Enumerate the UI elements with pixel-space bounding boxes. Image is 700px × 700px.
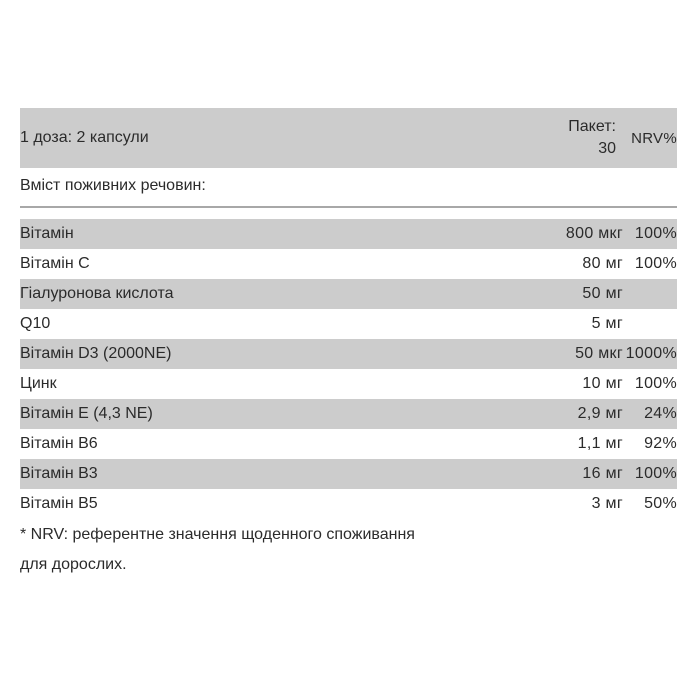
table-row [20, 279, 677, 309]
nutrient-name: Вітамін B5 [20, 495, 98, 512]
nutrient-nrv: 100% [634, 375, 677, 392]
nutrient-name: Гіалуронова кислота [20, 285, 174, 302]
pack-header [516, 116, 616, 160]
nutrient-nrv: 92% [644, 435, 677, 452]
nutrient-name: Вітамін B6 [20, 435, 98, 452]
nutrient-amount: 16 мг [582, 465, 623, 482]
table-row [20, 249, 677, 279]
dose-label: 1 доза: 2 капсули [20, 129, 149, 146]
nutrient-nrv: 24% [644, 405, 677, 422]
table-row [20, 369, 677, 399]
divider [20, 206, 677, 208]
nutrient-nrv: 100% [634, 255, 677, 272]
nutrient-amount: 5 мг [591, 315, 623, 332]
footnote-line: * NRV: референтне значення щоденного споживання [20, 526, 415, 543]
footnote-line: для дорослих. [20, 556, 127, 573]
table-row [20, 399, 677, 429]
table-row [20, 309, 677, 339]
table-row [20, 489, 677, 519]
nutrient-amount: 50 мг [582, 285, 623, 302]
table-row [20, 219, 677, 249]
table-row [20, 459, 677, 489]
nutrient-name: Цинк [20, 375, 57, 392]
nutrient-amount: 800 мкг [565, 225, 623, 242]
nutrient-amount: 3 мг [591, 495, 623, 512]
table-row [20, 339, 677, 369]
table-row [20, 429, 677, 459]
nutrient-name: Вітамін E (4,3 NE) [20, 405, 153, 422]
nutrient-amount: 50 мкг [575, 345, 623, 362]
nutrient-amount: 10 мг [582, 375, 623, 392]
pack-label: Пакет: [568, 118, 616, 135]
nutrient-rows [20, 219, 677, 519]
nutrient-nrv: 50% [644, 495, 677, 512]
nutrient-amount: 2,9 мг [577, 405, 623, 422]
nrv-header: NRV% [631, 129, 677, 147]
footnote [20, 520, 540, 580]
table-header [20, 108, 677, 168]
section-title: Вміст поживних речовин: [20, 177, 206, 194]
nutrition-table [20, 108, 677, 519]
pack-value: 30 [598, 140, 616, 157]
nutrient-name: Вітамін B3 [20, 465, 98, 482]
nutrient-amount: 1,1 мг [577, 435, 623, 452]
nutrient-nrv: 1000% [625, 345, 677, 362]
nutrient-nrv: 100% [634, 225, 677, 242]
nutrient-nrv: 100% [634, 465, 677, 482]
nutrient-name: Вітамін C [20, 255, 90, 272]
nutrient-name: Вітамін D3 (2000NE) [20, 345, 172, 362]
nutrient-name: Вітамін [20, 225, 74, 242]
nutrient-amount: 80 мг [582, 255, 623, 272]
nutrient-name: Q10 [20, 315, 51, 332]
